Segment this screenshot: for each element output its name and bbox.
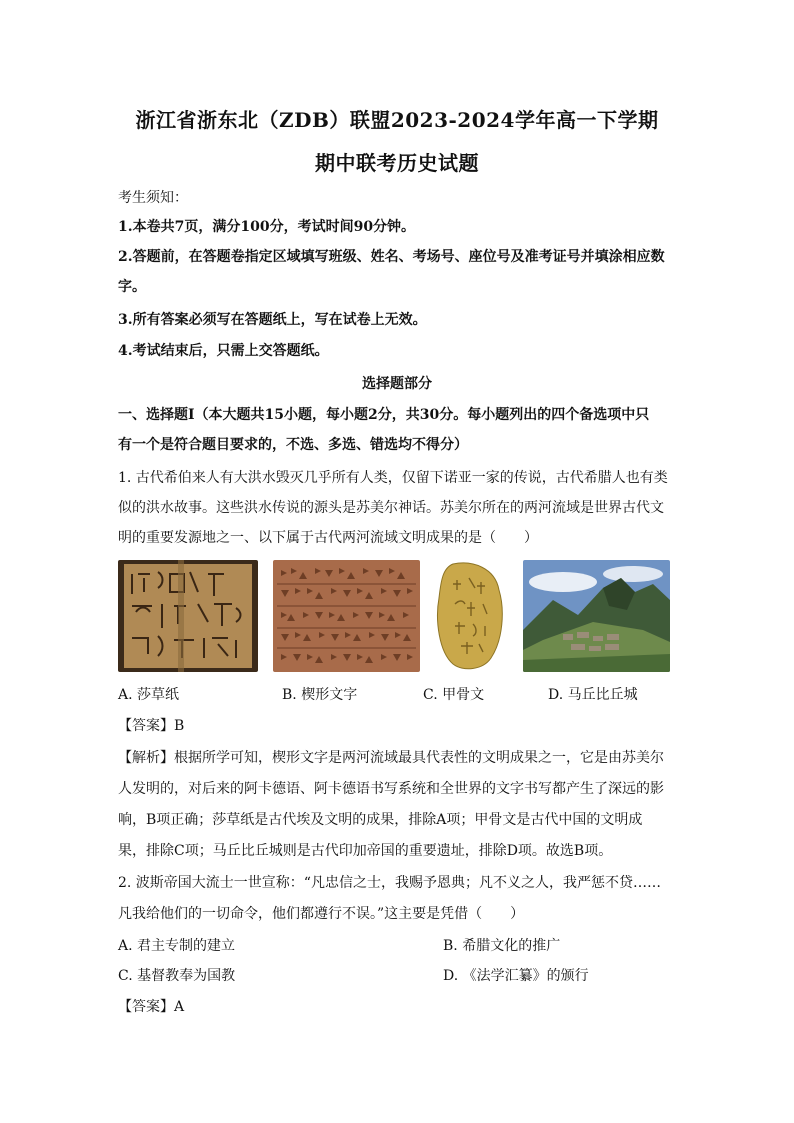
q1-option-c: C. 甲骨文 bbox=[423, 687, 485, 703]
q2-option-a: A. 君主专制的建立 bbox=[118, 938, 236, 954]
q2-option-c: C. 基督教奉为国教 bbox=[118, 968, 236, 984]
notice-item: 字。 bbox=[118, 279, 146, 295]
notice-item: 4.考试结束后，只需上交答题纸。 bbox=[118, 343, 329, 359]
q1-analysis: 人发明的，对后来的阿卡德语、阿卡德语书写系统和全世界的文字书写都产生了深远的影 bbox=[118, 781, 664, 797]
notice-heading: 考生须知： bbox=[118, 190, 188, 206]
cuneiform-image bbox=[273, 560, 420, 672]
notice-item: 1.本卷共7页，满分100分，考试时间90分钟。 bbox=[118, 219, 416, 235]
q2-option-b: B. 希腊文化的推广 bbox=[443, 938, 561, 954]
q2-answer: 【答案】A bbox=[118, 999, 185, 1015]
q1-option-d: D. 马丘比丘城 bbox=[548, 687, 638, 703]
section-title: 选择题部分 bbox=[362, 376, 432, 392]
question-2-text: 2. 波斯帝国大流士一世宣称：“凡忠信之士，我赐予恩典；凡不义之人，我严惩不贷…… bbox=[118, 875, 661, 891]
question-1-text: 1. 古代希伯来人有大洪水毁灭几乎所有人类，仅留下诺亚一家的传说，古代希腊人也有类 bbox=[118, 470, 668, 486]
q1-answer: 【答案】B bbox=[118, 718, 185, 734]
notice-item: 3.所有答案必须写在答题纸上，写在试卷上无效。 bbox=[118, 312, 427, 328]
papyrus-image bbox=[118, 560, 258, 672]
q1-option-a: A. 莎草纸 bbox=[118, 687, 180, 703]
machu-picchu-image bbox=[523, 560, 670, 672]
exam-title-line1: 浙江省浙东北（ZDB）联盟2023-2024学年高一下学期 bbox=[135, 108, 659, 132]
section-instruction: 一、选择题Ⅰ（本大题共15小题，每小题2分，共30分。每小题列出的四个备选项中只 bbox=[118, 407, 650, 423]
q1-option-b: B. 楔形文字 bbox=[282, 687, 358, 703]
exam-title-line2: 期中联考历史试题 bbox=[315, 151, 479, 175]
question-2-text: 凡我给他们的一切命令，他们都遵行不误。”这主要是凭借（ ） bbox=[118, 906, 525, 922]
section-instruction: 有一个是符合题目要求的，不选、多选、错选均不得分） bbox=[118, 437, 468, 453]
q2-option-d: D. 《法学汇纂》的颁行 bbox=[443, 968, 589, 984]
q1-analysis: 果，排除C项；马丘比丘城则是古代印加帝国的重要遗址，排除D项。故选B项。 bbox=[118, 843, 613, 859]
notice-item: 2.答题前，在答题卷指定区域填写班级、姓名、考场号、座位号及准考证号并填涂相应数 bbox=[118, 249, 665, 265]
q1-analysis: 响，B项正确；莎草纸是古代埃及文明的成果，排除A项；甲骨文是古代中国的文明成 bbox=[118, 812, 643, 828]
question-1-text: 似的洪水故事。这些洪水传说的源头是苏美尔神话。苏美尔所在的两河流域是世界古代文 bbox=[118, 500, 664, 516]
question-1-text: 明的重要发源地之一、以下属于古代两河流域文明成果的是（ ） bbox=[118, 530, 538, 546]
oracle-bone-image bbox=[433, 560, 507, 672]
q1-analysis: 【解析】根据所学可知，楔形文字是两河流域最具代表性的文明成果之一，它是由苏美尔 bbox=[118, 750, 664, 766]
